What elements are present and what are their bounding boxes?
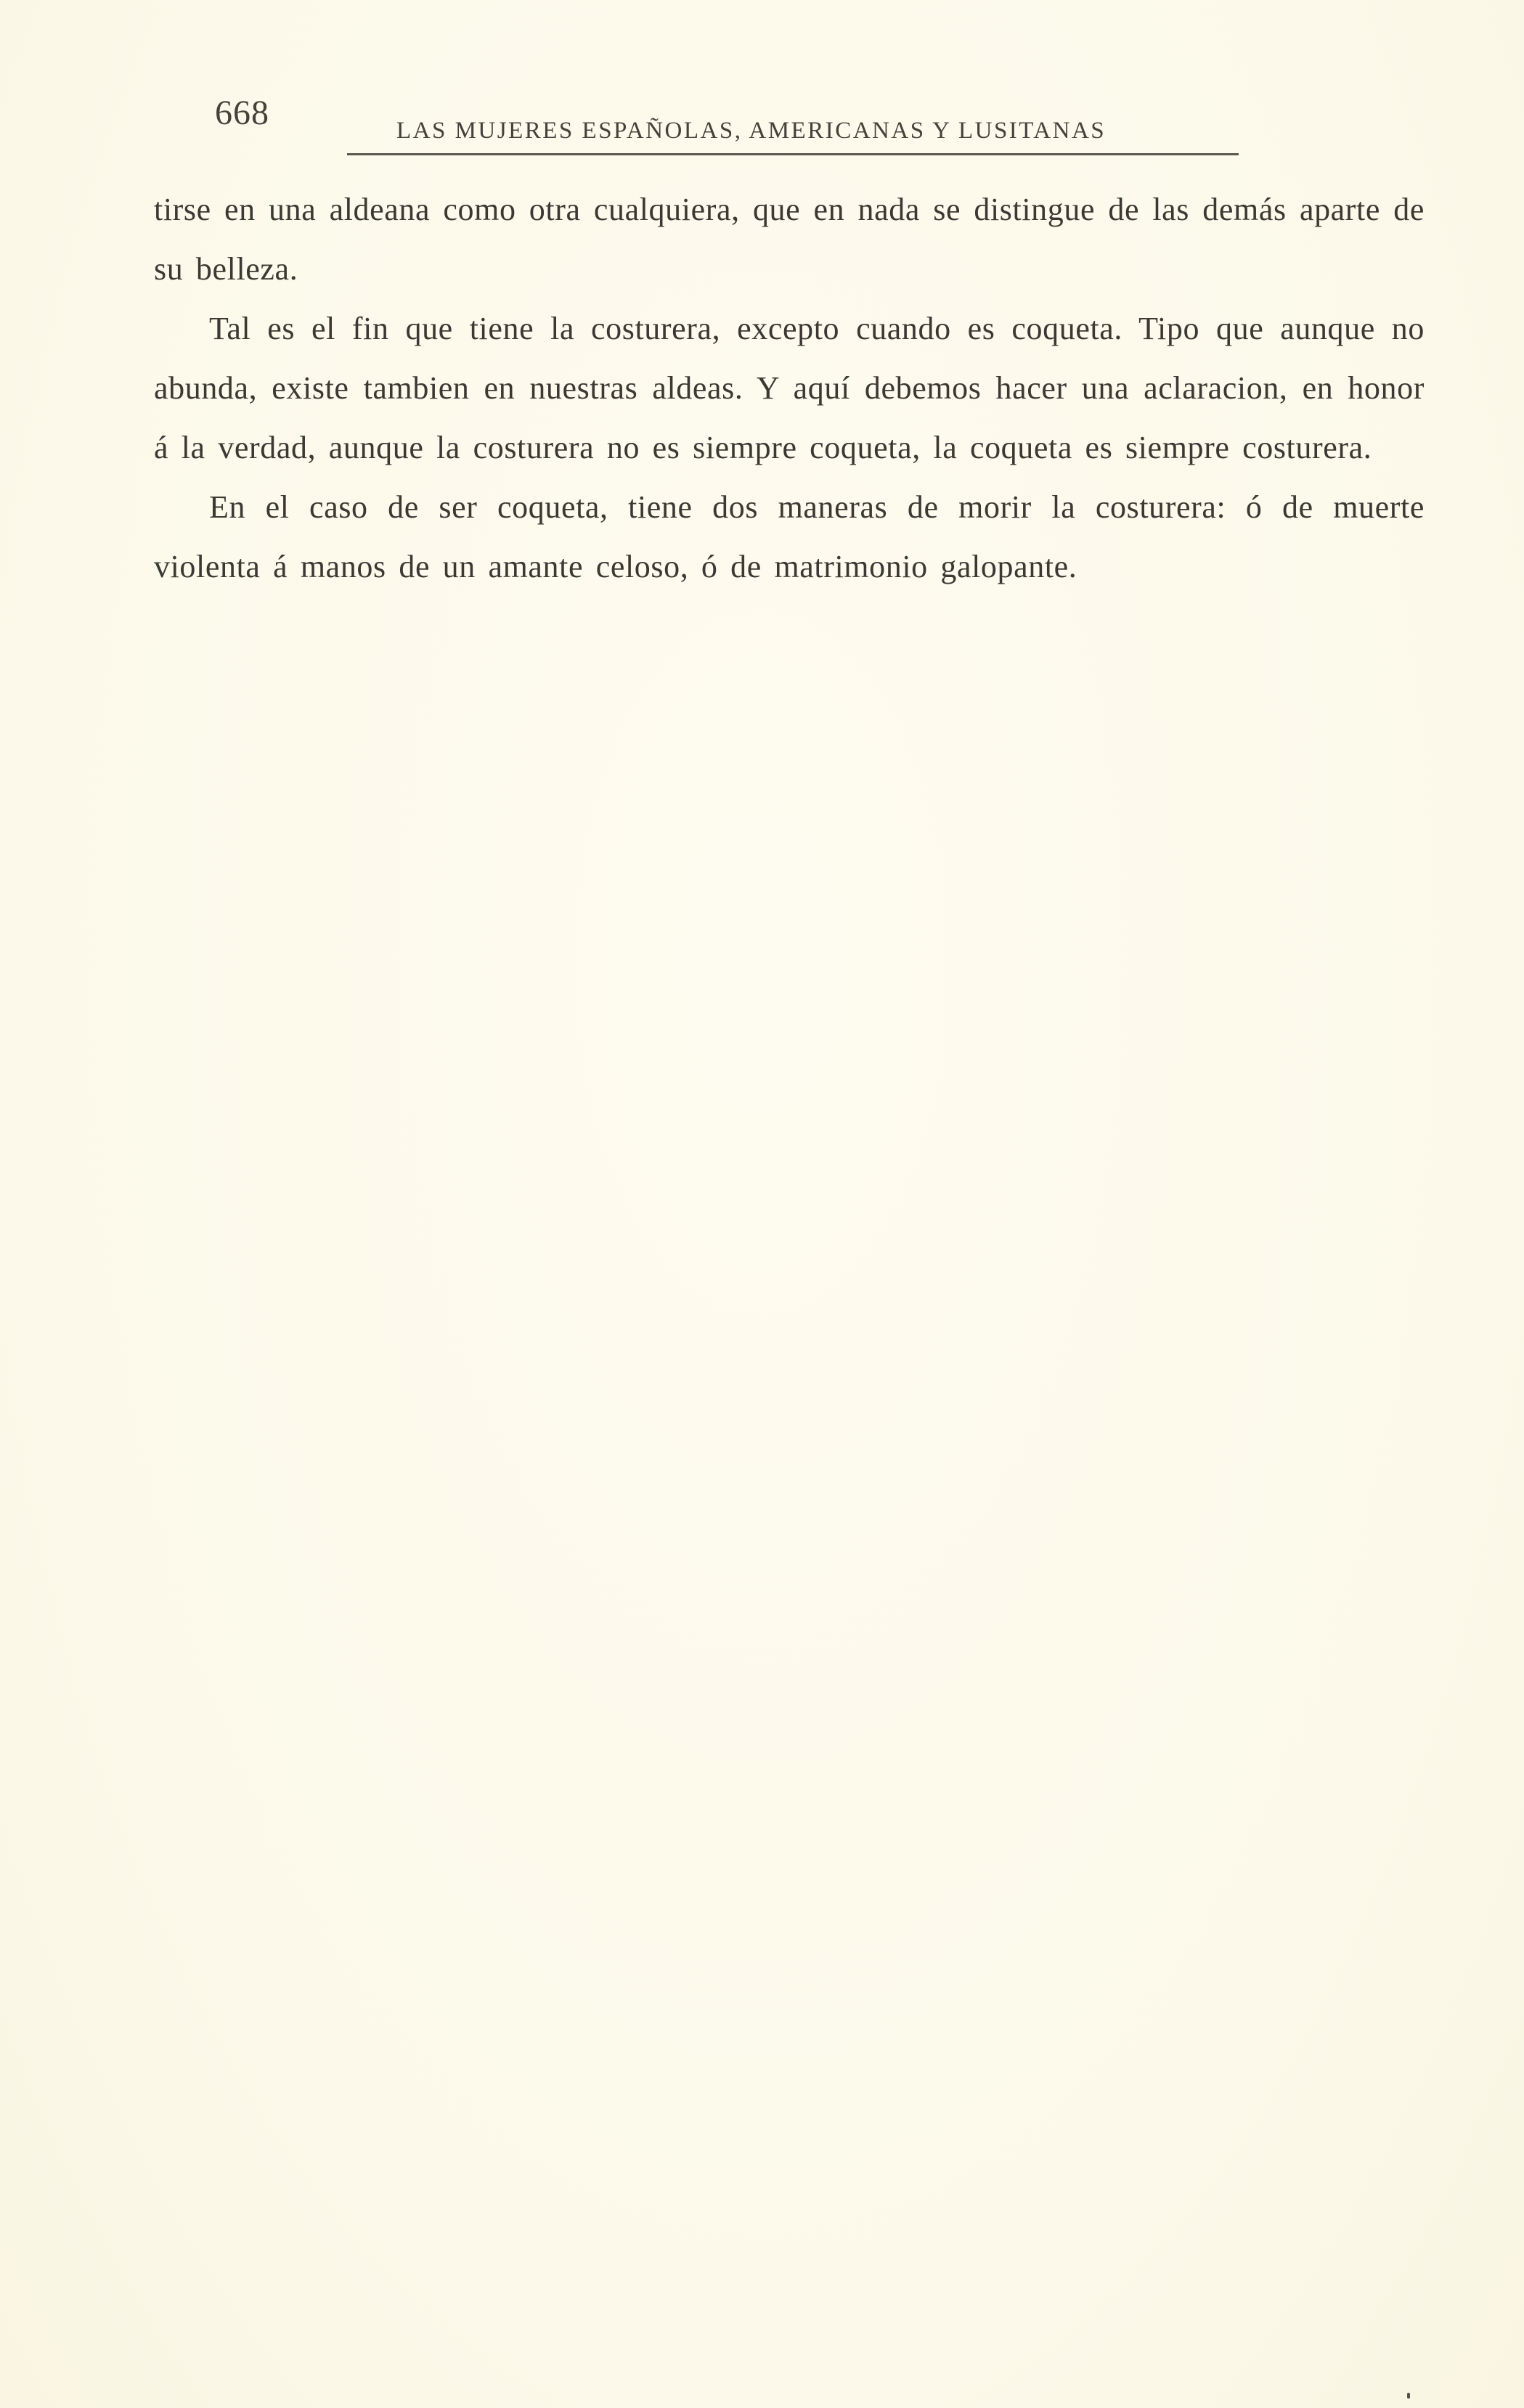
- paragraph-costurera-coqueta: Tal es el fin que tiene la costurera, excepto cuando es coqueta. Tipo que aunque no abunda, existe tambien en nuestras aldeas. Y aquí debemos hacer una aclaracion, en honor á la verdad, aunque la costurera no es siempre coqueta, la coqueta es siempre costurera.: [154, 311, 1425, 465]
- ink-speck: [1407, 2393, 1410, 2399]
- running-title: LAS MUJERES ESPAÑOLAS, AMERICANAS Y LUSITANAS: [396, 118, 1107, 144]
- header-rule: [347, 153, 1239, 155]
- body-text: [154, 180, 1425, 597]
- running-head: [215, 93, 1224, 151]
- paragraph-continuation: tirse en una aldeana como otra cualquiera, que en nada se distingue de las demás aparte de su belleza.: [154, 192, 1425, 287]
- page-number: 668: [215, 94, 269, 132]
- paragraph-maneras-de-morir: En el caso de ser coqueta, tiene dos maneras de morir la costurera: ó de muerte violenta á manos de un amante celoso, ó de matrimonio galopante.: [154, 489, 1425, 584]
